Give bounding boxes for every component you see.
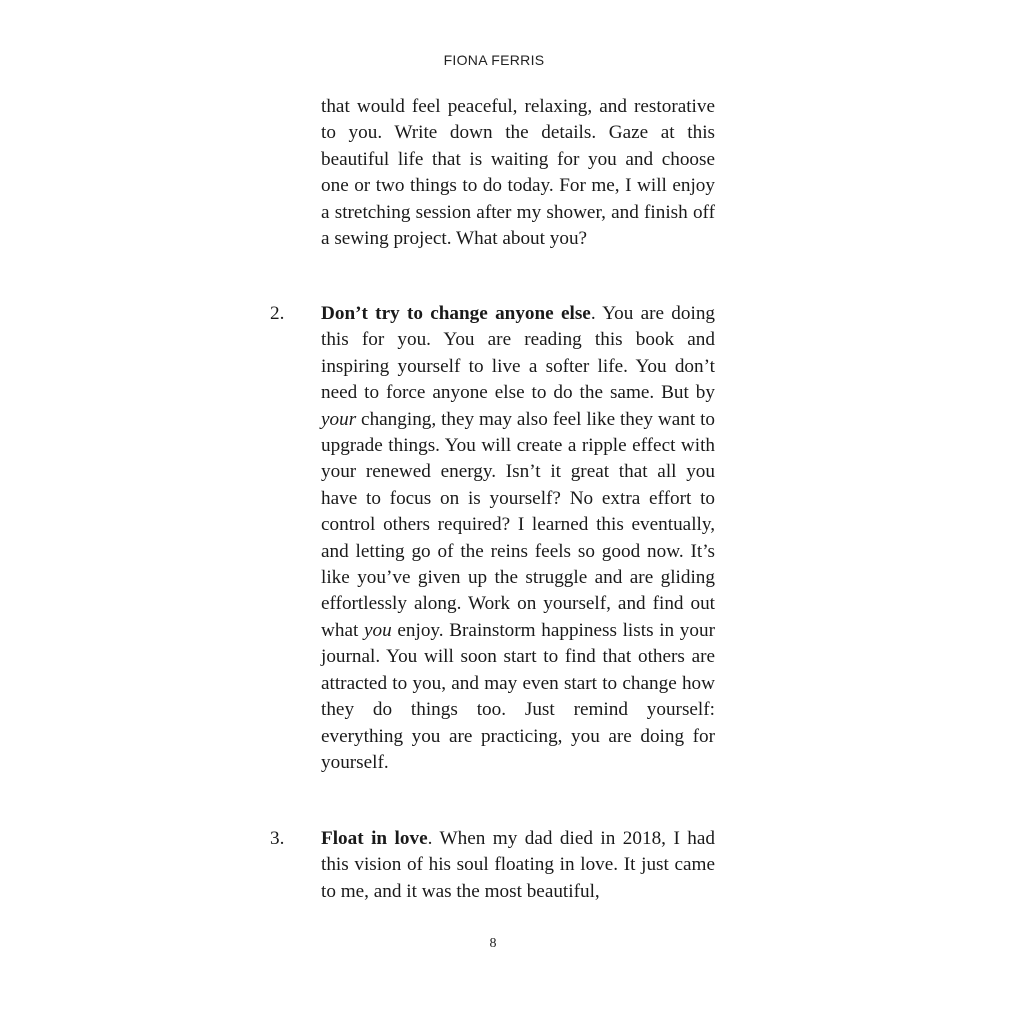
list-item-2-emphasis-you: you [363,619,392,641]
running-header: FIONA FERRIS [443,52,545,68]
list-item-3-paragraph [321,826,715,905]
list-item-3 [321,826,715,905]
list-item-2-emphasis-your: your [321,408,357,430]
list-item-2-title: Don’t try to change anyone else [321,303,591,324]
list-item-2-paragraph [321,301,715,776]
list-item-3-title: Float in love [321,828,428,849]
list-item-2-body-part-3: enjoy. Brainstorm happiness lists in your journal. You will soon start to find that others are attracted to you, and may even start to change how they do things too. Just remind yourself: everything you are practicing, you are doing for yourself. [321,619,715,773]
list-item-2 [321,301,715,776]
list-item-number-2: 2. [270,303,285,324]
list-item-2-body-part-2: changing, they may also feel like they want to upgrade things. You will create a ripple effect with your renewed energy. Isn’t it great that all you have to focus on is yourself? No extra effort to control others required? I learned this eventually, and letting go of the reins feels so good now. It’s like you’ve given up the struggle and are gliding effortlessly along. Work on yourself, and find out what [321,408,715,641]
page-number: 8 [489,936,497,951]
continuation-text: that would feel peaceful, relaxing, and restorative to you. Write down the details. Gaze at this beautiful life that is waiting for you and choose one or two things to do today. For me, I will enjoy a stretching session after my shower, and finish off a sewing project. What about you? [321,96,715,250]
continuation-paragraph [321,94,715,252]
list-item-number-3: 3. [270,828,285,849]
list-item-2-body-part-1: . You are doing this for you. You are reading this book and inspiring yourself to live a softer life. You don’t need to force anyone else to do the same. But by [321,303,716,404]
list-item-3-body-part-1: . When my dad died in 2018, I had this vision of his soul floating in love. It just came to me, and it was the most beautiful, [321,828,715,902]
